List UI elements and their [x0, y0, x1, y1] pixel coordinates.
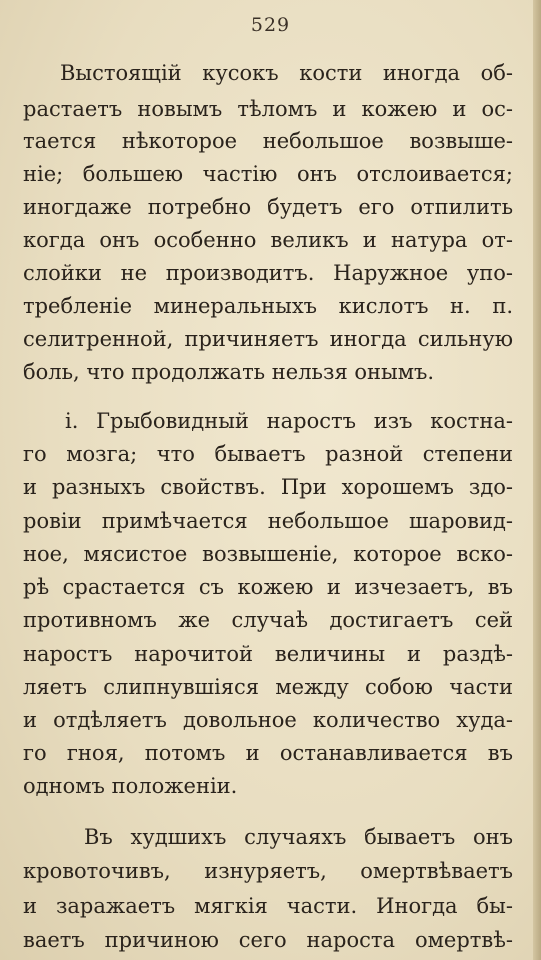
text-line: кровоточивъ, изнуряетъ, омертвѣваетъ	[23, 859, 513, 883]
text-line: одномъ положеніи.	[23, 774, 238, 798]
text-line: тается нѣкоторое небольшое возвыше-	[23, 129, 513, 153]
text-line: боль, что продолжать нельзя онымъ.	[23, 360, 435, 384]
text-line: ное, мясистое возвышеніе, которое вско-	[23, 542, 513, 566]
text-line: го мозга; что бываетъ разной степени	[23, 442, 513, 466]
text-line: требленіе минеральныхъ кислотъ н. п.	[23, 294, 513, 318]
text-line: и разныхъ свойствъ. При хорошемъ здо-	[23, 475, 513, 499]
text-line: Выстоящій кусокъ кости иногда об-	[60, 61, 513, 85]
text-line: i. Грыбовидный наростъ изъ костна-	[65, 409, 513, 433]
text-line: наростъ нарочитой величины и раздѣ-	[23, 642, 513, 666]
text-line: и заражаетъ мягкія части. Иногда бы-	[23, 894, 513, 918]
text-line: слойки не производитъ. Наружное упо-	[23, 261, 513, 285]
text-line: когда онъ особенно великъ и натура от-	[23, 228, 513, 252]
text-line: Въ худшихъ случаяхъ бываетъ онъ	[84, 825, 513, 849]
text-line: селитренной, причиняетъ иногда сильную	[23, 327, 513, 351]
page-edge	[533, 0, 541, 960]
text-line: рѣ срастается съ кожею и изчезаетъ, въ	[23, 575, 513, 599]
page-number: 529	[250, 14, 291, 36]
text-line: ніе; большею частію онъ отслоивается;	[23, 162, 513, 186]
text-line: ваетъ причиною сего нароста омертвѣ-	[23, 928, 513, 952]
text-line: го гноя, потомъ и останавливается въ	[23, 741, 513, 765]
text-line: противномъ же случаѣ достигаетъ сей	[23, 608, 513, 632]
text-line: и отдѣляетъ довольное количество худа-	[23, 708, 513, 732]
text-line: ровіи примѣчается небольшое шаровид-	[23, 509, 513, 533]
text-line: ляетъ слипнувшіяся между собою части	[23, 675, 513, 699]
text-line: растаетъ новымъ тѣломъ и кожею и ос-	[23, 97, 513, 121]
text-line: иногдаже потребно будетъ его отпилить	[23, 195, 513, 219]
